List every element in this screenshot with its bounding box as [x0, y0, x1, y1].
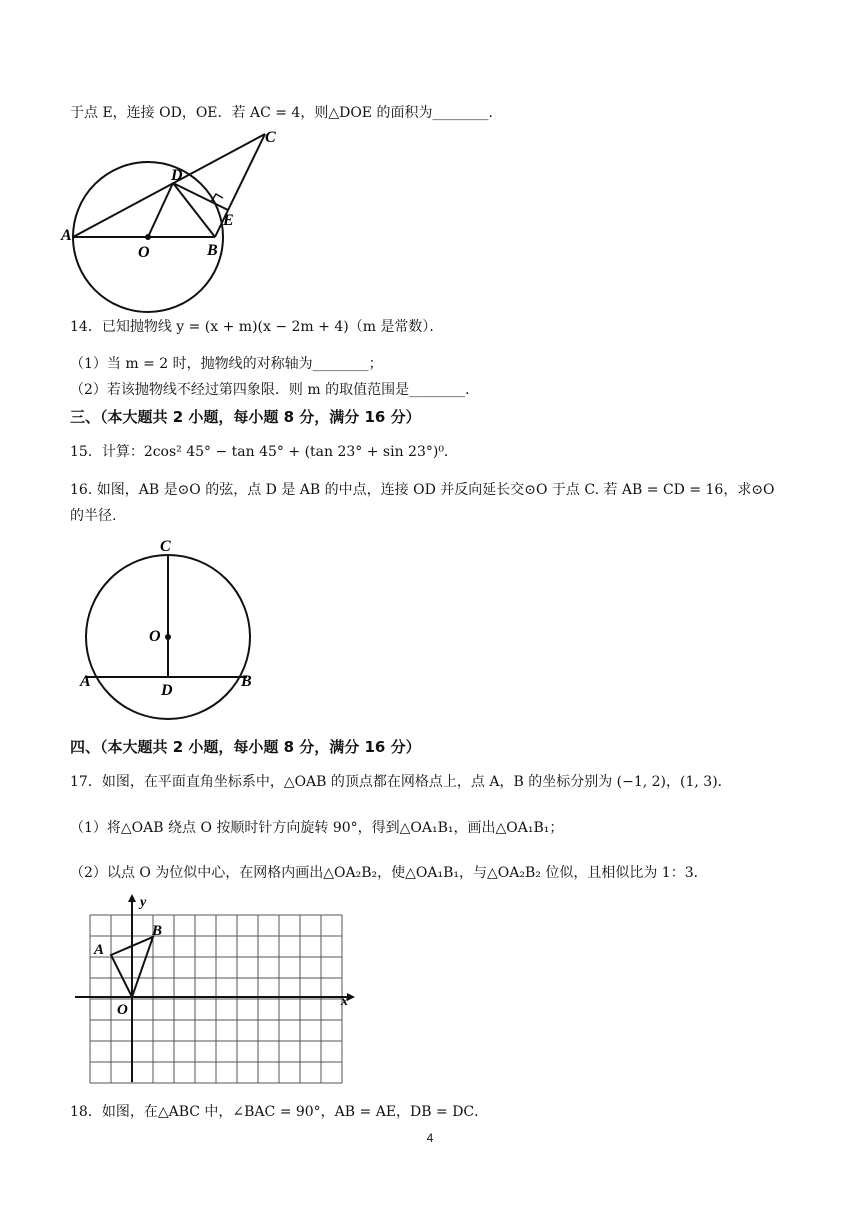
- figure-grid: [75, 892, 365, 1087]
- label-A: A: [94, 942, 105, 958]
- section-4-heading: 四、（本大题共 2 小题，每小题 8 分，满分 16 分）: [70, 738, 421, 756]
- q13-tail: 于点 E，连接 OD，OE．若 AC = 4，则△DOE 的面积为________．: [70, 105, 503, 121]
- figure-circle-tangent: [61, 122, 305, 292]
- q14-part1: （1）当 m = 2 时，抛物线的对称轴为________；: [70, 356, 383, 372]
- q17-part1: （1）将△OAB 绕点 O 按顺时针方向旋转 90°，得到△OA₁B₁，画出△OA₁B₁；: [70, 820, 564, 836]
- label-E: E: [223, 212, 234, 229]
- q14-part2: （2）若该抛物线不经过第四象限．则 m 的取值范围是________．: [70, 382, 480, 398]
- q17-stem: 17．如图，在平面直角坐标系中，△OAB 的顶点都在网格点上，点 A，B 的坐标分别为 (−1, 2)，(1, 3)．: [70, 774, 732, 790]
- section-3-heading: 三、（本大题共 2 小题，每小题 8 分，满分 16 分）: [70, 408, 421, 426]
- q17-part2: （2）以点 O 为位似中心，在网格内画出△OA₂B₂，使△OA₁B₁，与△OA₂B₂ 位似，且相似比为 1：3．: [70, 865, 708, 881]
- q16-line2: 的半径.: [70, 508, 117, 524]
- figure-circle-chord: [75, 535, 275, 725]
- label-y: y: [140, 895, 147, 910]
- label-D: D: [161, 682, 173, 699]
- label-B: B: [207, 242, 218, 259]
- label-O: O: [149, 628, 161, 645]
- q18: 18．如图，在△ABC 中，∠BAC = 90°，AB = AE，DB = DC．: [70, 1104, 489, 1120]
- q15: 15．计算：2cos² 45° − tan 45° + (tan 23° + sin 23°)⁰．: [70, 444, 458, 460]
- label-x: x: [341, 994, 348, 1009]
- label-A: A: [80, 673, 91, 690]
- q14-stem: 14．已知抛物线 y = (x + m)(x − 2m + 4)（m 是常数）．: [70, 319, 444, 335]
- page-number: 4: [426, 1131, 434, 1145]
- label-A: A: [61, 227, 72, 244]
- q16-line1: 16. 如图，AB 是⊙O 的弦，点 D 是 AB 的中点，连接 OD 并反向延长交⊙O 于点 C. 若 AB = CD = 16，求⊙O: [70, 482, 775, 498]
- label-C: C: [265, 129, 276, 146]
- label-B: B: [152, 923, 163, 939]
- label-D: D: [171, 167, 183, 184]
- label-B: B: [241, 673, 252, 690]
- label-O: O: [138, 244, 150, 261]
- label-O: O: [117, 1002, 128, 1018]
- label-C: C: [160, 538, 171, 555]
